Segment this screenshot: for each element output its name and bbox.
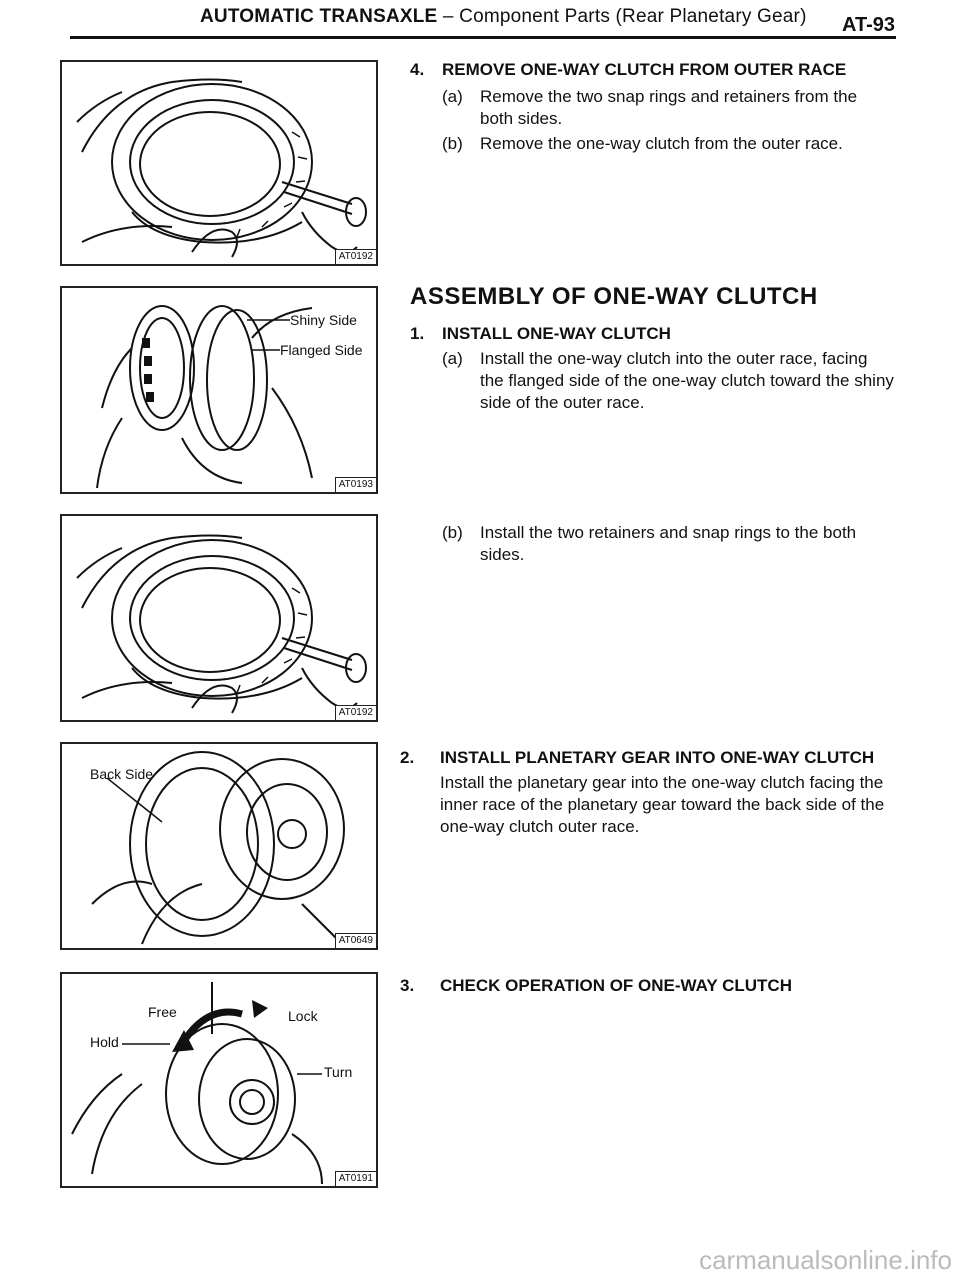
section-title: ASSEMBLY OF ONE-WAY CLUTCH [410, 283, 818, 310]
figure-code: AT0192 [335, 705, 377, 721]
step-1b [442, 522, 894, 566]
label-turn: Turn [324, 1064, 353, 1080]
step-1-heading [410, 324, 671, 344]
label-hold: Hold [90, 1034, 119, 1050]
step-number: 4. [410, 60, 425, 79]
step-2-heading [400, 748, 874, 768]
substep-label: (a) [442, 87, 463, 106]
substep-text: Remove the two snap rings and retainers from the both sides. [480, 87, 858, 128]
header-rule [70, 36, 896, 39]
step-1a [442, 348, 894, 414]
label-lock: Lock [288, 1008, 318, 1024]
clutch-check-illustration [62, 974, 376, 1186]
substep-label: (b) [442, 134, 463, 153]
step-4b [442, 133, 894, 155]
figure-back-side [60, 742, 378, 950]
figure-check-operation [60, 972, 378, 1188]
step-title: INSTALL PLANETARY GEAR INTO ONE-WAY CLUTCH [440, 748, 875, 767]
step-4-heading [410, 60, 846, 80]
label-back-side: Back Side [90, 766, 154, 782]
step-text: Install the planetary gear into the one-way clutch facing the inner race of the planetary gear toward the back side of the one-way clutch outer race. [440, 773, 885, 836]
header-title-bold: AUTOMATIC TRANSAXLE [200, 6, 438, 27]
figure-code: AT0192 [335, 249, 377, 265]
snap-ring-removal-illustration [62, 62, 376, 264]
page-header-title [200, 6, 807, 28]
page-number: AT-93 [842, 14, 895, 36]
step-title: INSTALL ONE-WAY CLUTCH [442, 324, 671, 343]
figure-code: AT0649 [335, 933, 377, 949]
label-shiny-side: Shiny Side [290, 312, 357, 328]
step-2-text [440, 772, 896, 838]
step-4a [442, 86, 894, 130]
figure-code: AT0193 [335, 477, 377, 493]
label-free: Free [148, 1004, 177, 1020]
figure-shiny-flanged [60, 286, 378, 494]
substep-text: Install the one-way clutch into the outer race, facing the flanged side of the one-way clutch toward the shiny side of the outer race. [480, 349, 894, 412]
figure-install-snap-ring [60, 514, 378, 722]
step-title: CHECK OPERATION OF ONE-WAY CLUTCH [440, 976, 792, 995]
substep-text: Install the two retainers and snap rings to the both sides. [480, 523, 857, 564]
step-3-heading [400, 976, 792, 996]
substep-text: Remove the one-way clutch from the outer race. [480, 134, 843, 153]
header-title-rest: – Component Parts (Rear Planetary Gear) [437, 6, 807, 27]
label-flanged-side: Flanged Side [280, 342, 363, 358]
step-number: 3. [400, 976, 415, 995]
step-title: REMOVE ONE-WAY CLUTCH FROM OUTER RACE [442, 60, 847, 79]
snap-ring-install-illustration [62, 516, 376, 720]
substep-label: (b) [442, 523, 463, 542]
step-number: 1. [410, 324, 425, 343]
figure-remove-snap-ring [60, 60, 378, 266]
footer-watermark: carmanualsonline.info [699, 1245, 952, 1275]
step-number: 2. [400, 748, 415, 767]
substep-label: (a) [442, 349, 463, 368]
figure-code: AT0191 [335, 1171, 377, 1187]
